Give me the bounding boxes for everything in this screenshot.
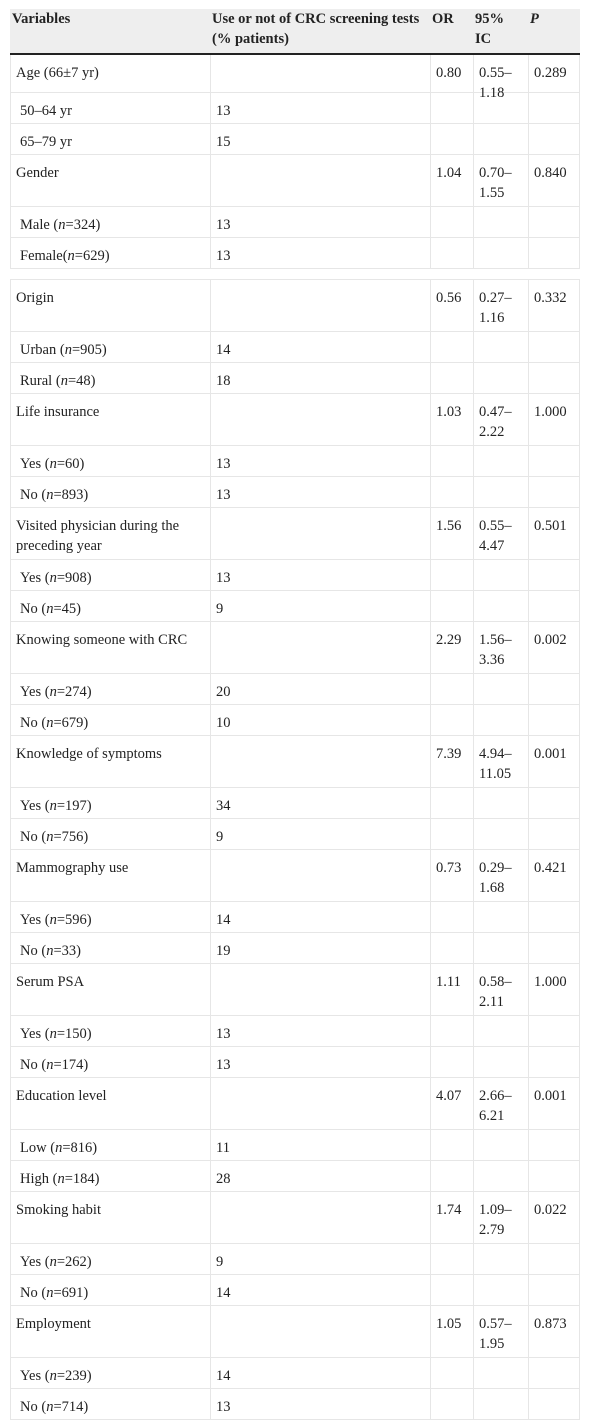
- table-row-variable: [10, 736, 580, 788]
- cell-or: [431, 238, 474, 268]
- cell-label: Education level: [11, 1078, 211, 1129]
- cell-or: [431, 674, 474, 704]
- cell-ci: 0.47–2.22: [474, 394, 529, 445]
- cell-label: No (n=691): [11, 1275, 211, 1305]
- table-header: [10, 9, 580, 55]
- cell-p: [529, 1275, 580, 1305]
- cell-use: 14: [211, 332, 431, 362]
- cell-p: [529, 788, 580, 818]
- table-row-variable: [10, 55, 580, 101]
- cell-use: [211, 55, 431, 92]
- table-row-category: [10, 902, 580, 933]
- cell-use: 9: [211, 591, 431, 621]
- cell-or: 2.29: [431, 622, 474, 673]
- cell-label: No (n=45): [11, 591, 211, 621]
- cell-or: [431, 1389, 474, 1419]
- cell-or: [431, 1244, 474, 1274]
- header-variables: Variables: [12, 11, 71, 27]
- cell-ci: [474, 1244, 529, 1274]
- cell-p: 1.000: [534, 404, 567, 420]
- cell-p: 0.421: [534, 860, 567, 876]
- cell-label: No (n=714): [11, 1389, 211, 1419]
- cell-or: [431, 207, 474, 237]
- table-row-category: [10, 1161, 580, 1192]
- cell-use: [211, 394, 431, 445]
- cell-label: Yes (n=596): [11, 902, 211, 932]
- table-body: [10, 55, 580, 1420]
- cell-or: 1.04: [431, 155, 474, 206]
- cell-ci: [474, 1389, 529, 1419]
- cell-use: 13: [211, 207, 431, 237]
- header-p: P: [530, 11, 539, 27]
- cell-label: Age (66±7 yr): [11, 55, 211, 92]
- table-row-category: [10, 933, 580, 964]
- cell-p: [529, 93, 580, 123]
- table-row-category: [10, 674, 580, 705]
- cell-or: 0.80: [431, 55, 474, 92]
- cell-use: 20: [211, 674, 431, 704]
- cell-p: [529, 1358, 580, 1388]
- cell-label: Gender: [11, 155, 211, 206]
- cell-p: [529, 591, 580, 621]
- cell-ci: [474, 238, 529, 268]
- cell-label: Knowing someone with CRC: [11, 622, 211, 673]
- cell-use: 14: [211, 902, 431, 932]
- screening-table: [10, 9, 580, 1420]
- cell-or: 1.74: [431, 1192, 474, 1243]
- cell-label: 65–79 yr: [11, 124, 211, 154]
- cell-ci: [474, 591, 529, 621]
- cell-or: [431, 363, 474, 393]
- cell-ci: 0.58–2.11: [474, 964, 529, 1015]
- cell-p: [529, 1016, 580, 1046]
- cell-p: [529, 933, 580, 963]
- cell-label: Employment: [11, 1306, 211, 1357]
- cell-use: 14: [211, 1358, 431, 1388]
- cell-label: Yes (n=150): [11, 1016, 211, 1046]
- cell-ci: 0.29–1.68: [474, 850, 529, 901]
- cell-p: [529, 560, 580, 590]
- cell-p: 0.289: [534, 65, 567, 81]
- cell-use: [211, 736, 431, 787]
- table-row-category: [10, 1358, 580, 1389]
- cell-use: 13: [211, 1047, 431, 1077]
- cell-or: [431, 1130, 474, 1160]
- header-or: OR: [432, 11, 454, 27]
- cell-ci: [474, 933, 529, 963]
- cell-or: [431, 933, 474, 963]
- table-row-category: [10, 1016, 580, 1047]
- cell-p: 0.001: [534, 1088, 567, 1104]
- cell-p: 0.002: [534, 632, 567, 648]
- cell-use: [211, 155, 431, 206]
- table-row-category: [10, 819, 580, 850]
- cell-p: 0.001: [534, 746, 567, 762]
- cell-ci: [474, 819, 529, 849]
- cell-p: [529, 238, 580, 268]
- cell-ci: [474, 1047, 529, 1077]
- header-use: Use or not of CRC screening tests (% patients): [212, 11, 420, 47]
- cell-or: 7.39: [431, 736, 474, 787]
- cell-use: 9: [211, 1244, 431, 1274]
- cell-label: Serum PSA: [11, 964, 211, 1015]
- cell-or: 1.05: [431, 1306, 474, 1357]
- cell-or: [431, 788, 474, 818]
- cell-use: 19: [211, 933, 431, 963]
- cell-or: 1.56: [431, 508, 474, 559]
- cell-use: 13: [211, 1016, 431, 1046]
- cell-ci: 0.55–4.47: [474, 508, 529, 559]
- cell-or: 1.11: [431, 964, 474, 1015]
- cell-use: [211, 850, 431, 901]
- cell-p: 0.873: [534, 1316, 567, 1332]
- cell-ci: 2.66–6.21: [474, 1078, 529, 1129]
- table-row-category: [10, 788, 580, 819]
- cell-label: Female(n=629): [11, 238, 211, 268]
- cell-p: [529, 332, 580, 362]
- cell-use: 10: [211, 705, 431, 735]
- cell-use: 13: [211, 1389, 431, 1419]
- cell-p: [529, 1161, 580, 1191]
- cell-label: Yes (n=60): [11, 446, 211, 476]
- cell-use: 9: [211, 819, 431, 849]
- header-ci: 95% IC: [475, 11, 504, 47]
- table-row-variable: [10, 622, 580, 674]
- cell-ci: [474, 674, 529, 704]
- cell-or: [431, 124, 474, 154]
- table-spacer: [10, 269, 580, 280]
- cell-use: [211, 280, 431, 331]
- cell-use: [211, 1192, 431, 1243]
- cell-ci: [474, 363, 529, 393]
- table-row-category: [10, 705, 580, 736]
- cell-ci: [474, 207, 529, 237]
- table-row-category: [10, 1244, 580, 1275]
- table-row-variable: [10, 508, 580, 560]
- cell-ci: [474, 477, 529, 507]
- table-row-variable: [10, 394, 580, 446]
- cell-use: [211, 622, 431, 673]
- cell-ci: [474, 902, 529, 932]
- cell-p: [529, 819, 580, 849]
- cell-use: [211, 964, 431, 1015]
- cell-ci: 4.94–11.05: [474, 736, 529, 787]
- cell-label: 50–64 yr: [11, 93, 211, 123]
- cell-ci: [474, 1275, 529, 1305]
- cell-ci: [474, 560, 529, 590]
- cell-ci: [474, 332, 529, 362]
- cell-label: No (n=756): [11, 819, 211, 849]
- cell-or: [431, 1275, 474, 1305]
- cell-or: [431, 819, 474, 849]
- cell-ci: [474, 93, 529, 123]
- cell-use: 28: [211, 1161, 431, 1191]
- cell-ci: [474, 1161, 529, 1191]
- cell-p: [529, 902, 580, 932]
- table-row-category: [10, 560, 580, 591]
- table-row-variable: [10, 964, 580, 1016]
- cell-ci: [474, 788, 529, 818]
- table-row-variable: [10, 280, 580, 332]
- cell-use: [211, 1306, 431, 1357]
- cell-label: Rural (n=48): [11, 363, 211, 393]
- cell-use: 34: [211, 788, 431, 818]
- cell-label: Yes (n=262): [11, 1244, 211, 1274]
- table-row-variable: [10, 1078, 580, 1130]
- cell-p: 1.000: [534, 974, 567, 990]
- cell-p: [529, 1130, 580, 1160]
- table-row-category: [10, 238, 580, 269]
- table-row-variable: [10, 155, 580, 207]
- cell-label: No (n=33): [11, 933, 211, 963]
- cell-label: Origin: [11, 280, 211, 331]
- cell-label: Knowledge of symptoms: [11, 736, 211, 787]
- cell-or: [431, 705, 474, 735]
- cell-or: 4.07: [431, 1078, 474, 1129]
- cell-p: 0.022: [534, 1202, 567, 1218]
- cell-label: Yes (n=274): [11, 674, 211, 704]
- table-row-variable: [10, 1306, 580, 1358]
- cell-label: Yes (n=197): [11, 788, 211, 818]
- cell-ci: 0.27–1.16: [474, 280, 529, 331]
- cell-or: [431, 591, 474, 621]
- cell-or: [431, 477, 474, 507]
- table-row-category: [10, 1130, 580, 1161]
- cell-p: 0.501: [534, 518, 567, 534]
- cell-label: No (n=893): [11, 477, 211, 507]
- cell-use: 15: [211, 124, 431, 154]
- table-row-variable: [10, 1192, 580, 1244]
- cell-p: [529, 207, 580, 237]
- cell-ci: 0.70–1.55: [474, 155, 529, 206]
- cell-p: 0.332: [534, 290, 567, 306]
- cell-p: 0.840: [534, 165, 567, 181]
- cell-label: Life insurance: [11, 394, 211, 445]
- table-row-category: [10, 591, 580, 622]
- cell-or: [431, 1016, 474, 1046]
- cell-or: [431, 560, 474, 590]
- table-row-category: [10, 1047, 580, 1078]
- cell-label: Yes (n=239): [11, 1358, 211, 1388]
- cell-ci: [474, 446, 529, 476]
- cell-p: [529, 705, 580, 735]
- cell-use: 13: [211, 238, 431, 268]
- cell-use: [211, 508, 431, 559]
- cell-use: 13: [211, 446, 431, 476]
- cell-ci: [474, 705, 529, 735]
- cell-use: 13: [211, 560, 431, 590]
- table-row-category: [10, 207, 580, 238]
- cell-or: 1.03: [431, 394, 474, 445]
- cell-use: 14: [211, 1275, 431, 1305]
- cell-ci: 0.55–1.18: [474, 55, 529, 92]
- cell-ci: 1.09–2.79: [474, 1192, 529, 1243]
- cell-or: [431, 1047, 474, 1077]
- table-row-category: [10, 332, 580, 363]
- cell-use: 11: [211, 1130, 431, 1160]
- cell-or: [431, 93, 474, 123]
- cell-label: Male (n=324): [11, 207, 211, 237]
- table-row-category: [10, 477, 580, 508]
- cell-or: 0.56: [431, 280, 474, 331]
- table-row-category: [10, 1389, 580, 1420]
- cell-ci: 0.57–1.95: [474, 1306, 529, 1357]
- table-row-category: [10, 93, 580, 124]
- cell-use: 13: [211, 93, 431, 123]
- cell-label: Urban (n=905): [11, 332, 211, 362]
- cell-label: High (n=184): [11, 1161, 211, 1191]
- cell-label: Smoking habit: [11, 1192, 211, 1243]
- cell-label: Mammography use: [11, 850, 211, 901]
- table-row-category: [10, 363, 580, 394]
- table-row-variable: [10, 850, 580, 902]
- cell-ci: [474, 1016, 529, 1046]
- table-row-category: [10, 124, 580, 155]
- cell-or: 0.73: [431, 850, 474, 901]
- cell-label: Low (n=816): [11, 1130, 211, 1160]
- cell-ci: [474, 1358, 529, 1388]
- table-row-category: [10, 1275, 580, 1306]
- cell-p: [529, 363, 580, 393]
- cell-ci: [474, 124, 529, 154]
- cell-p: [529, 674, 580, 704]
- cell-or: [431, 1358, 474, 1388]
- cell-ci: [474, 1130, 529, 1160]
- cell-or: [431, 332, 474, 362]
- cell-or: [431, 446, 474, 476]
- cell-label: Visited physician during the preceding year: [11, 508, 211, 559]
- cell-p: [529, 477, 580, 507]
- cell-label: No (n=174): [11, 1047, 211, 1077]
- cell-or: [431, 902, 474, 932]
- cell-use: 18: [211, 363, 431, 393]
- cell-label: No (n=679): [11, 705, 211, 735]
- cell-ci: 1.56–3.36: [474, 622, 529, 673]
- cell-p: [529, 1244, 580, 1274]
- cell-use: 13: [211, 477, 431, 507]
- cell-p: [529, 124, 580, 154]
- cell-p: [529, 1047, 580, 1077]
- cell-p: [529, 446, 580, 476]
- cell-use: [211, 1078, 431, 1129]
- cell-or: [431, 1161, 474, 1191]
- cell-label: Yes (n=908): [11, 560, 211, 590]
- table-row-category: [10, 446, 580, 477]
- cell-p: [529, 1389, 580, 1419]
